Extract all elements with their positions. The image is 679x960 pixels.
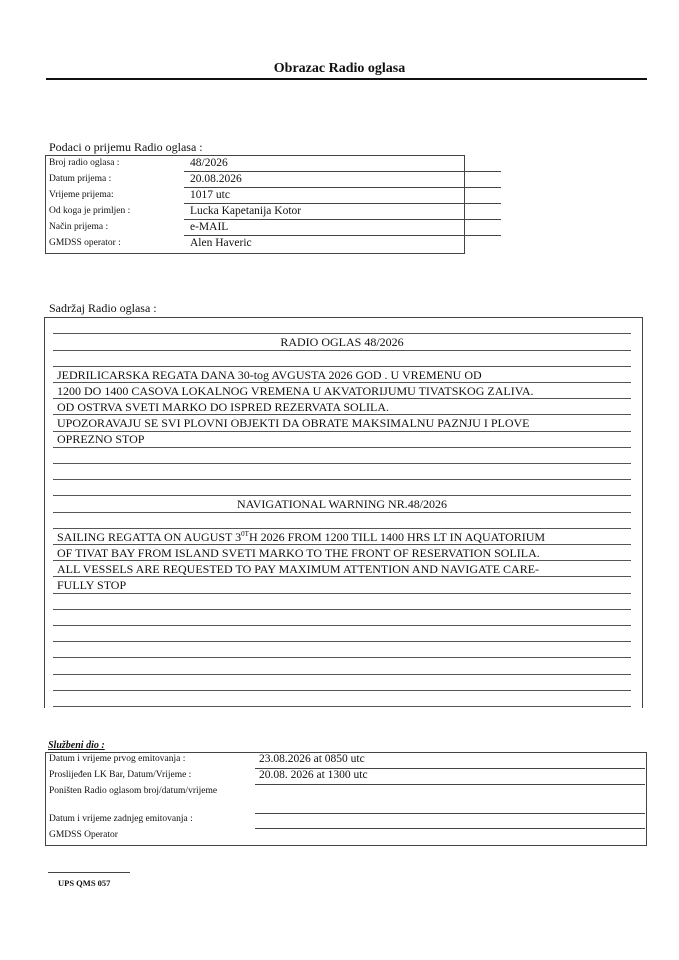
navigational-warning-line: FULLY STOP (57, 578, 127, 592)
form-code: UPS QMS 057 (58, 878, 111, 888)
ruled-line (53, 609, 631, 610)
navigational-warning-line: OF TIVAT BAY FROM ISLAND SVETI MARKO TO THE FRONT OF RESERVATION SOLILA. (57, 546, 540, 560)
official-label: Poništen Radio oglasom broj/datum/vrijeme (49, 786, 218, 796)
ruled-line (53, 641, 631, 642)
ruled-line (53, 512, 631, 513)
official-label: GMDSS Operator (49, 830, 118, 840)
navigational-warning-line (57, 530, 545, 545)
info-value: e-MAIL (190, 221, 229, 233)
navigational-warning-line: ALL VESSELS ARE REQUESTED TO PAY MAXIMUM ATTENTION AND NAVIGATE CARE- (57, 562, 540, 576)
official-value: 20.08. 2026 at 1300 utc (259, 769, 368, 781)
ruled-line (53, 593, 631, 594)
info-value: 48/2026 (190, 157, 228, 169)
info-row-method (46, 220, 464, 236)
ruled-line (53, 657, 631, 658)
official-label: Datum i vrijeme zadnjeg emitovanja : (49, 814, 193, 824)
official-value: 23.08.2026 at 0850 utc (259, 753, 365, 765)
ruled-line (53, 463, 631, 464)
official-label: Proslijeđen LK Bar, Datum/Vrijeme : (49, 770, 192, 780)
info-label: Način prijema : (49, 222, 109, 232)
info-label: GMDSS operator : (49, 238, 121, 248)
info-value: 20.08.2026 (190, 173, 242, 185)
local-warning-line: OPREZNO STOP (57, 432, 145, 446)
local-warning-line: JEDRILICARSKA REGATA DANA 30-tog AVGUSTA 2026 GOD . U VREMENU OD (57, 368, 482, 382)
reception-heading: Podaci o prijemu Radio oglasa : (49, 140, 203, 154)
info-label: Vrijeme prijema: (49, 190, 114, 200)
info-row-time (46, 188, 464, 204)
info-value: Alen Haveric (190, 237, 252, 249)
nw-line-end: H 2026 FROM 1200 TILL 1400 HRS LT IN AQUATORIUM (248, 530, 546, 544)
ruled-line (53, 350, 631, 351)
reception-box (45, 155, 465, 254)
field-line (255, 784, 645, 785)
ruled-line (53, 674, 631, 675)
info-label: Broj radio oglasa : (49, 158, 120, 168)
local-warning-title: RADIO OGLAS 48/2026 (280, 335, 404, 349)
info-row-sender (46, 204, 464, 220)
official-box (45, 752, 647, 846)
nw-superscript: 0T (241, 530, 249, 538)
local-warning-line: UPOZORAVAJU SE SVI PLOVNI OBJEKTI DA OBRATE MAKSIMALNU PAZNJU I PLOVE (57, 416, 530, 430)
field-line (255, 813, 645, 814)
ruled-line (53, 690, 631, 691)
ruled-line (53, 495, 631, 496)
official-heading: Službeni dio : (48, 740, 105, 751)
local-warning-line: 1200 DO 1400 CASOVA LOKALNOG VREMENA U AKVATORIJUMU TIVATSKOG ZALIVA. (57, 384, 534, 398)
ruled-line (53, 625, 631, 626)
ruled-line (53, 447, 631, 448)
ruled-line (53, 366, 631, 367)
official-label: Datum i vrijeme prvog emitovanja : (49, 754, 186, 764)
field-line (255, 828, 645, 829)
ruled-line (53, 479, 631, 480)
navigational-warning-title: NAVIGATIONAL WARNING NR.48/2026 (236, 497, 448, 511)
ruled-line (53, 333, 631, 334)
info-label: Od koga je primljen : (49, 206, 131, 216)
info-label: Datum prijema : (49, 174, 112, 184)
nw-line-start: SAILING REGATTA ON AUGUST 3 (57, 530, 242, 544)
local-warning-line: OD OSTRVA SVETI MARKO DO ISPRED REZERVATA SOLILA. (57, 400, 390, 414)
footer-rule (48, 872, 130, 873)
info-value: Lucka Kapetanija Kotor (190, 205, 302, 217)
title-underline (46, 78, 647, 80)
info-row-number (46, 156, 464, 172)
info-row-date (46, 172, 464, 188)
info-value: 1017 utc (190, 189, 230, 201)
ruled-line (53, 706, 631, 707)
info-row-operator (46, 236, 464, 252)
content-heading: Sadržaj Radio oglasa : (49, 301, 157, 315)
form-title: Obrazac Radio oglasa (273, 61, 406, 76)
ruled-line (53, 528, 631, 529)
